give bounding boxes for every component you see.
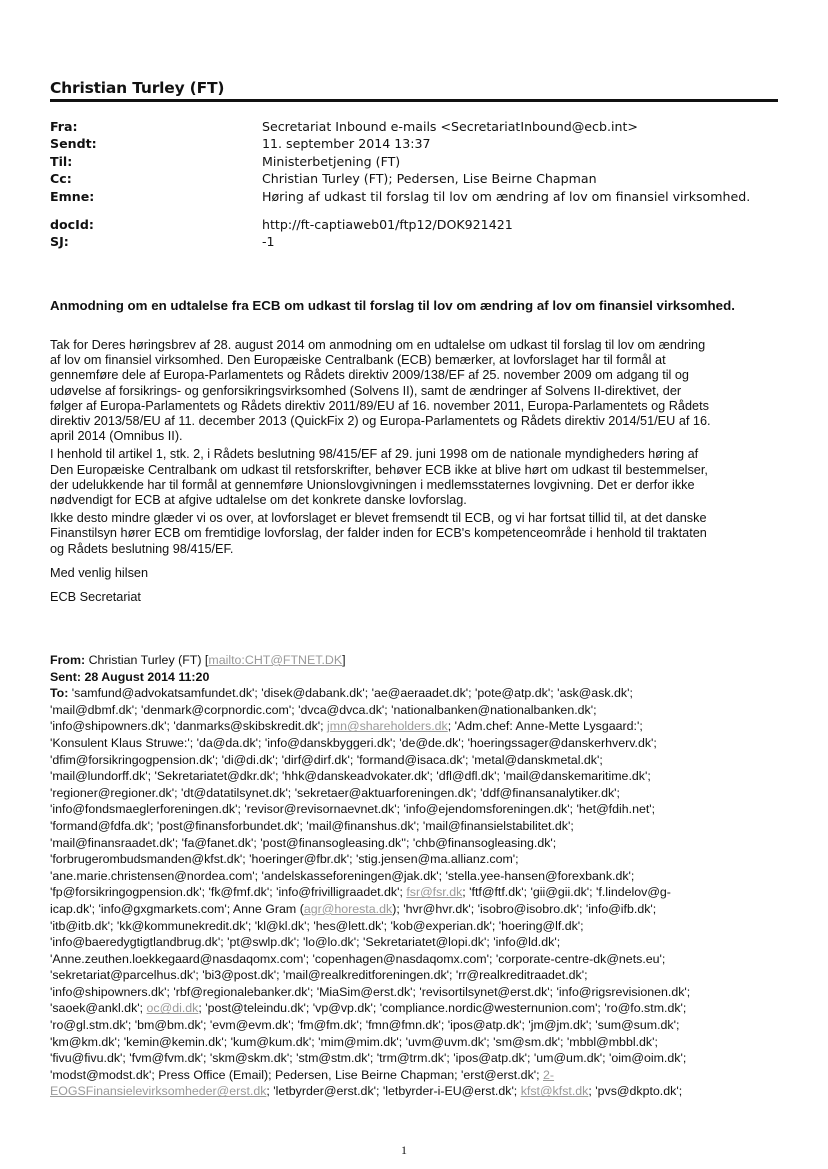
original-sent-label: Sent: — [50, 669, 81, 684]
recipient-line — [50, 851, 778, 868]
recipient-line — [50, 1083, 778, 1100]
recipient-text: ; 'letbyrder@erst.dk'; 'letbyrder-i-EU@erst.dk'; — [266, 1084, 521, 1099]
recipient-text: ; 'post@teleindu.dk'; 'vp@vp.dk'; 'compliance.nordic@westernunion.com'; 'ro@fo.stm.dk'; — [198, 1001, 687, 1016]
recipient-text: 'info@shipowners.dk'; 'rbf@regionalebanker.dk'; 'MiaSim@erst.dk'; 'revisortilsynet@erst.dk'; 'info@rigsrevisionen.dk'; — [50, 984, 691, 999]
header-value: http://ft-captiaweb01/ftp12/DOK921421 — [262, 216, 513, 232]
recipient-line — [50, 785, 778, 802]
recipient-line — [50, 967, 778, 984]
recipient-line — [50, 835, 778, 852]
recipient-line — [50, 984, 778, 1001]
recipient-line — [50, 918, 778, 935]
text-line: Finanstilsyn hører ECB om fremtidige lovforslag, der falder inden for ECB's kompetenceområde i henhold til traktaten — [50, 526, 707, 541]
document-sender-title: Christian Turley (FT) — [50, 79, 225, 97]
header-value: Secretariat Inbound e-mails <SecretariatInbound@ecb.int> — [262, 119, 638, 134]
recipient-text: ); 'hvr@hvr.dk'; 'isobro@isobro.dk'; 'info@ifb.dk'; — [392, 901, 657, 916]
email-link[interactable]: 2- — [543, 1067, 555, 1082]
recipient-line — [50, 718, 778, 735]
original-from-label: From: — [50, 653, 86, 667]
recipient-text: 'fivu@fivu.dk'; 'fvm@fvm.dk'; 'skm@skm.dk'; 'stm@stm.dk'; 'trm@trm.dk'; 'ipos@atp.dk'; 'um@um.dk'; 'oim@oim.dk'; — [50, 1051, 687, 1066]
page-number: 1 — [401, 1143, 407, 1157]
email-link[interactable]: fsr@fsr.dk — [406, 885, 463, 900]
header-value: 11. september 2014 13:37 — [262, 136, 431, 152]
recipient-line — [50, 1050, 778, 1067]
header-row-from — [50, 118, 770, 135]
recipient-text: 'info@shipowners.dk'; 'danmarks@skibskredit.dk'; — [50, 719, 328, 734]
recipient-text: 'modst@modst.dk'; Press Office (Email); Pedersen, Lise Beirne Chapman; 'erst@erst.dk'; — [50, 1067, 544, 1082]
original-from-name: Christian Turley (FT) — [88, 653, 202, 667]
recipient-text: 'forbrugerombudsmanden@kfst.dk'; 'hoeringer@fbr.dk'; 'stig.jensen@ma.allianz.com'; — [50, 852, 519, 867]
recipient-line — [50, 801, 778, 818]
text-line: der udelukkende har til formål at gennemføre Unionslovgivningen i medlemsstaternes lovgivning. Det er derfor ikke — [50, 477, 695, 492]
signature: ECB Secretariat — [50, 590, 141, 605]
recipient-text: 'ro@gl.stm.dk'; 'bm@bm.dk'; 'evm@evm.dk'; 'fm@fm.dk'; 'fmn@fmn.dk'; 'ipos@atp.dk'; 'jm@jm.dk'; 'sum@sum.dk'; — [50, 1018, 680, 1033]
header-row-subject — [50, 188, 770, 205]
recipient-text: 'mail@lundorff.dk'; 'Sekretariatet@dkr.dk'; 'hhk@danskeadvokater.dk'; 'dfl@dfl.dk'; 'mail@danskemaritime.dk'; — [50, 769, 651, 784]
header-label: docId: — [50, 216, 94, 232]
recipient-text: 'km@km.dk'; 'kemin@kemin.dk'; 'kum@kum.dk'; 'mim@mim.dk'; 'uvm@uvm.dk'; 'sm@sm.dk'; 'mbbl@mbbl.dk'; — [50, 1034, 658, 1049]
recipient-line — [50, 752, 778, 769]
message-subject: Anmodning om en udtalelse fra ECB om udkast til forslag til lov om ændring af lov om finansiel virksomhed. — [50, 298, 735, 313]
text-line: følger af Europa-Parlamentets og Rådets direktiv 2011/89/EU af 16. november 2011, Europa-Parlamentets og Rådets — [50, 398, 709, 413]
original-from-line: From: Christian Turley (FT) [mailto:CHT@FTNET.DK] — [50, 653, 346, 667]
header-value: Ministerbetjening (FT) — [262, 153, 401, 169]
text-line: nødvendigt for ECB at afgive udtalelse om det konkrete danske lovforslag. — [50, 493, 467, 508]
recipient-line — [50, 702, 778, 719]
recipient-text: icap.dk'; 'info@gxgmarkets.com'; Anne Gram ( — [50, 901, 304, 916]
recipient-line — [50, 768, 778, 785]
recipient-text: 'info@baeredygtigtlandbrug.dk'; 'pt@swlp.dk'; 'lo@lo.dk'; 'Sekretariatet@lopi.dk'; 'info@ld.dk'; — [50, 935, 561, 950]
header-label: Til: — [50, 153, 73, 169]
text-line: af lov om finansiel virksomhed. Den Europæiske Centralbank (ECB) bemærker, at lovforslaget har til formål at — [50, 353, 666, 368]
recipient-text: 'samfund@advokatsamfundet.dk'; 'disek@dabank.dk'; 'ae@aeraadet.dk'; 'pote@atp.dk'; 'ask@ask.dk'; — [71, 686, 633, 701]
recipient-line — [50, 884, 778, 901]
email-link[interactable]: EOGSFinansielevirksomheder@erst.dk — [50, 1084, 267, 1099]
header-value: Christian Turley (FT); Pedersen, Lise Beirne Chapman — [262, 171, 597, 187]
recipient-text: 'formand@fdfa.dk'; 'post@finansforbundet.dk'; 'mail@finanshus.dk'; 'mail@finansielstabilitet.dk'; — [50, 818, 574, 833]
recipient-text: 'ane.marie.christensen@nordea.com'; 'andelskasseforeningen@jak.dk'; 'stella.yee-hansen@forexbank.dk'; — [50, 868, 635, 883]
recipient-line — [50, 951, 778, 968]
recipient-text: ; 'ftf@ftf.dk'; 'gii@gii.dk'; 'f.lindelov@g- — [462, 885, 671, 900]
email-link[interactable]: oc@di.dk — [146, 1001, 199, 1016]
recipient-text: 'Anne.zeuthen.loekkegaard@nasdaqomx.com'; 'copenhagen@nasdaqomx.com'; 'corporate-centre-dk@nets.eu'; — [50, 951, 666, 966]
original-from-mailto-link[interactable]: mailto:CHT@FTNET.DK — [208, 653, 343, 667]
recipient-line — [50, 818, 778, 835]
recipient-text: 'sekretariat@parcelhus.dk'; 'bi3@post.dk'; 'mail@realkreditforeningen.dk'; 'rr@realkreditraadet.dk'; — [50, 968, 588, 983]
recipient-text: 'saoek@ankl.dk'; — [50, 1001, 147, 1016]
recipient-line — [50, 1017, 778, 1034]
title-divider — [50, 99, 778, 102]
recipient-line — [50, 735, 778, 752]
header-row-sj — [50, 233, 770, 250]
recipient-line — [50, 1000, 778, 1017]
recipient-line — [50, 868, 778, 885]
closing: Med venlig hilsen — [50, 565, 149, 580]
recipient-line — [50, 901, 778, 918]
recipient-text: 'Konsulent Klaus Struwe:'; 'da@da.dk'; 'info@danskbyggeri.dk'; 'de@de.dk'; 'hoeringssager@danskerhverv.dk'; — [50, 735, 657, 750]
header-label: Cc: — [50, 171, 72, 187]
email-link[interactable]: kfst@kfst.dk — [520, 1084, 589, 1099]
original-recipient-list — [50, 685, 778, 1100]
email-link[interactable]: jmn@shareholders.dk — [327, 719, 448, 734]
paragraph-2 — [50, 447, 778, 508]
recipient-text: 'mail@dbmf.dk'; 'denmark@corpnordic.com'; 'dvca@dvca.dk'; 'nationalbanken@nationalbanken.dk'; — [50, 702, 597, 717]
recipient-text: 'mail@finansraadet.dk'; 'fa@fanet.dk'; 'post@finansogleasing.dk''; 'chb@finansogleasing.dk'; — [50, 835, 557, 850]
email-link[interactable]: agr@horesta.dk — [303, 901, 393, 916]
recipient-text: 'itb@itb.dk'; 'kk@kommunekredit.dk'; 'kl@kl.dk'; 'hes@lett.dk'; 'kob@experian.dk'; 'hoering@lf.dk'; — [50, 918, 584, 933]
header-label: Fra: — [50, 119, 78, 134]
text-line: I henhold til artikel 1, stk. 2, i Rådets beslutning 98/415/EF af 29. juni 1998 om de nationale myndigheders høring af — [50, 447, 699, 462]
recipient-line — [50, 934, 778, 951]
email-header — [50, 118, 770, 251]
header-value: -1 — [262, 234, 275, 250]
paragraph-3 — [50, 511, 778, 557]
text-line: direktiv 2013/58/EU af 11. december 2013 (QuickFix 2) og Europa-Parlamentets og Rådets direktiv 2014/51/EU af 16. — [50, 414, 711, 429]
paragraph-1 — [50, 338, 778, 444]
text-line: Tak for Deres høringsbrev af 28. august 2014 om anmodning om en udtalelse om udkast til forslag til lov om ændring — [50, 338, 706, 352]
header-row-docid — [50, 216, 770, 233]
recipient-text: 'fp@forsikringogpension.dk'; 'fk@fmf.dk'; 'info@frivilligraadet.dk'; — [50, 885, 407, 900]
text-line: april 2014 (Omnibus II). — [50, 429, 183, 444]
original-message — [50, 652, 778, 1100]
text-line: Den Europæiske Centralbank om udkast til retsforskrifter, behøver ECB ikke at blive hørt om udkast til bestemmelser, — [50, 462, 708, 477]
header-label: Sendt: — [50, 136, 97, 152]
recipient-line — [50, 685, 778, 702]
header-label: SJ: — [50, 234, 69, 250]
header-row-cc — [50, 170, 770, 187]
text-line: gennemføre dele af Europa-Parlamentets og Rådets direktiv 2009/138/EF af 25. november 2009 om adgang til og — [50, 368, 689, 383]
original-to-label: To: — [50, 686, 69, 701]
header-label: Emne: — [50, 188, 95, 204]
header-value: Høring af udkast til forslag til lov om ændring af lov om finansiel virksomhed. — [262, 188, 751, 204]
recipient-line — [50, 1067, 778, 1084]
header-row-to — [50, 153, 770, 170]
recipient-text: 'regioner@regioner.dk'; 'dt@datatilsynet.dk'; 'sekretaer@aktuarforeningen.dk'; 'ddf@finansanalytiker.dk'; — [50, 785, 620, 800]
text-line: Ikke desto mindre glæder vi os over, at lovforslaget er blevet fremsendt til ECB, og vi har fortsat tillid til, at det danske — [50, 511, 707, 526]
message-body — [50, 338, 778, 605]
recipient-text: ; 'Adm.chef: Anne-Mette Lysgaard:'; — [447, 719, 643, 734]
text-line: og Rådets beslutning 98/415/EF. — [50, 541, 234, 556]
header-row-sent — [50, 135, 770, 152]
recipient-text: 'dfim@forsikringogpension.dk'; 'di@di.dk'; 'dirf@dirf.dk'; 'formand@isaca.dk'; 'metal@danskmetal.dk'; — [50, 752, 603, 767]
recipient-line — [50, 1034, 778, 1051]
original-sent-line — [50, 669, 778, 686]
original-sent-value: 28 August 2014 11:20 — [84, 669, 210, 684]
text-line: udøvelse af forsikrings- og genforsikringsvirksomhed (Solvens II), samt de ændringer af Solvens II-direktivet, der — [50, 383, 682, 398]
recipient-text: ; 'pvs@dkpto.dk'; — [588, 1084, 683, 1099]
recipient-text: 'info@fondsmaeglerforeningen.dk'; 'revisor@revisornaevnet.dk'; 'info@ejendomsforeningen.dk'; 'het@fdih.net'; — [50, 802, 656, 817]
